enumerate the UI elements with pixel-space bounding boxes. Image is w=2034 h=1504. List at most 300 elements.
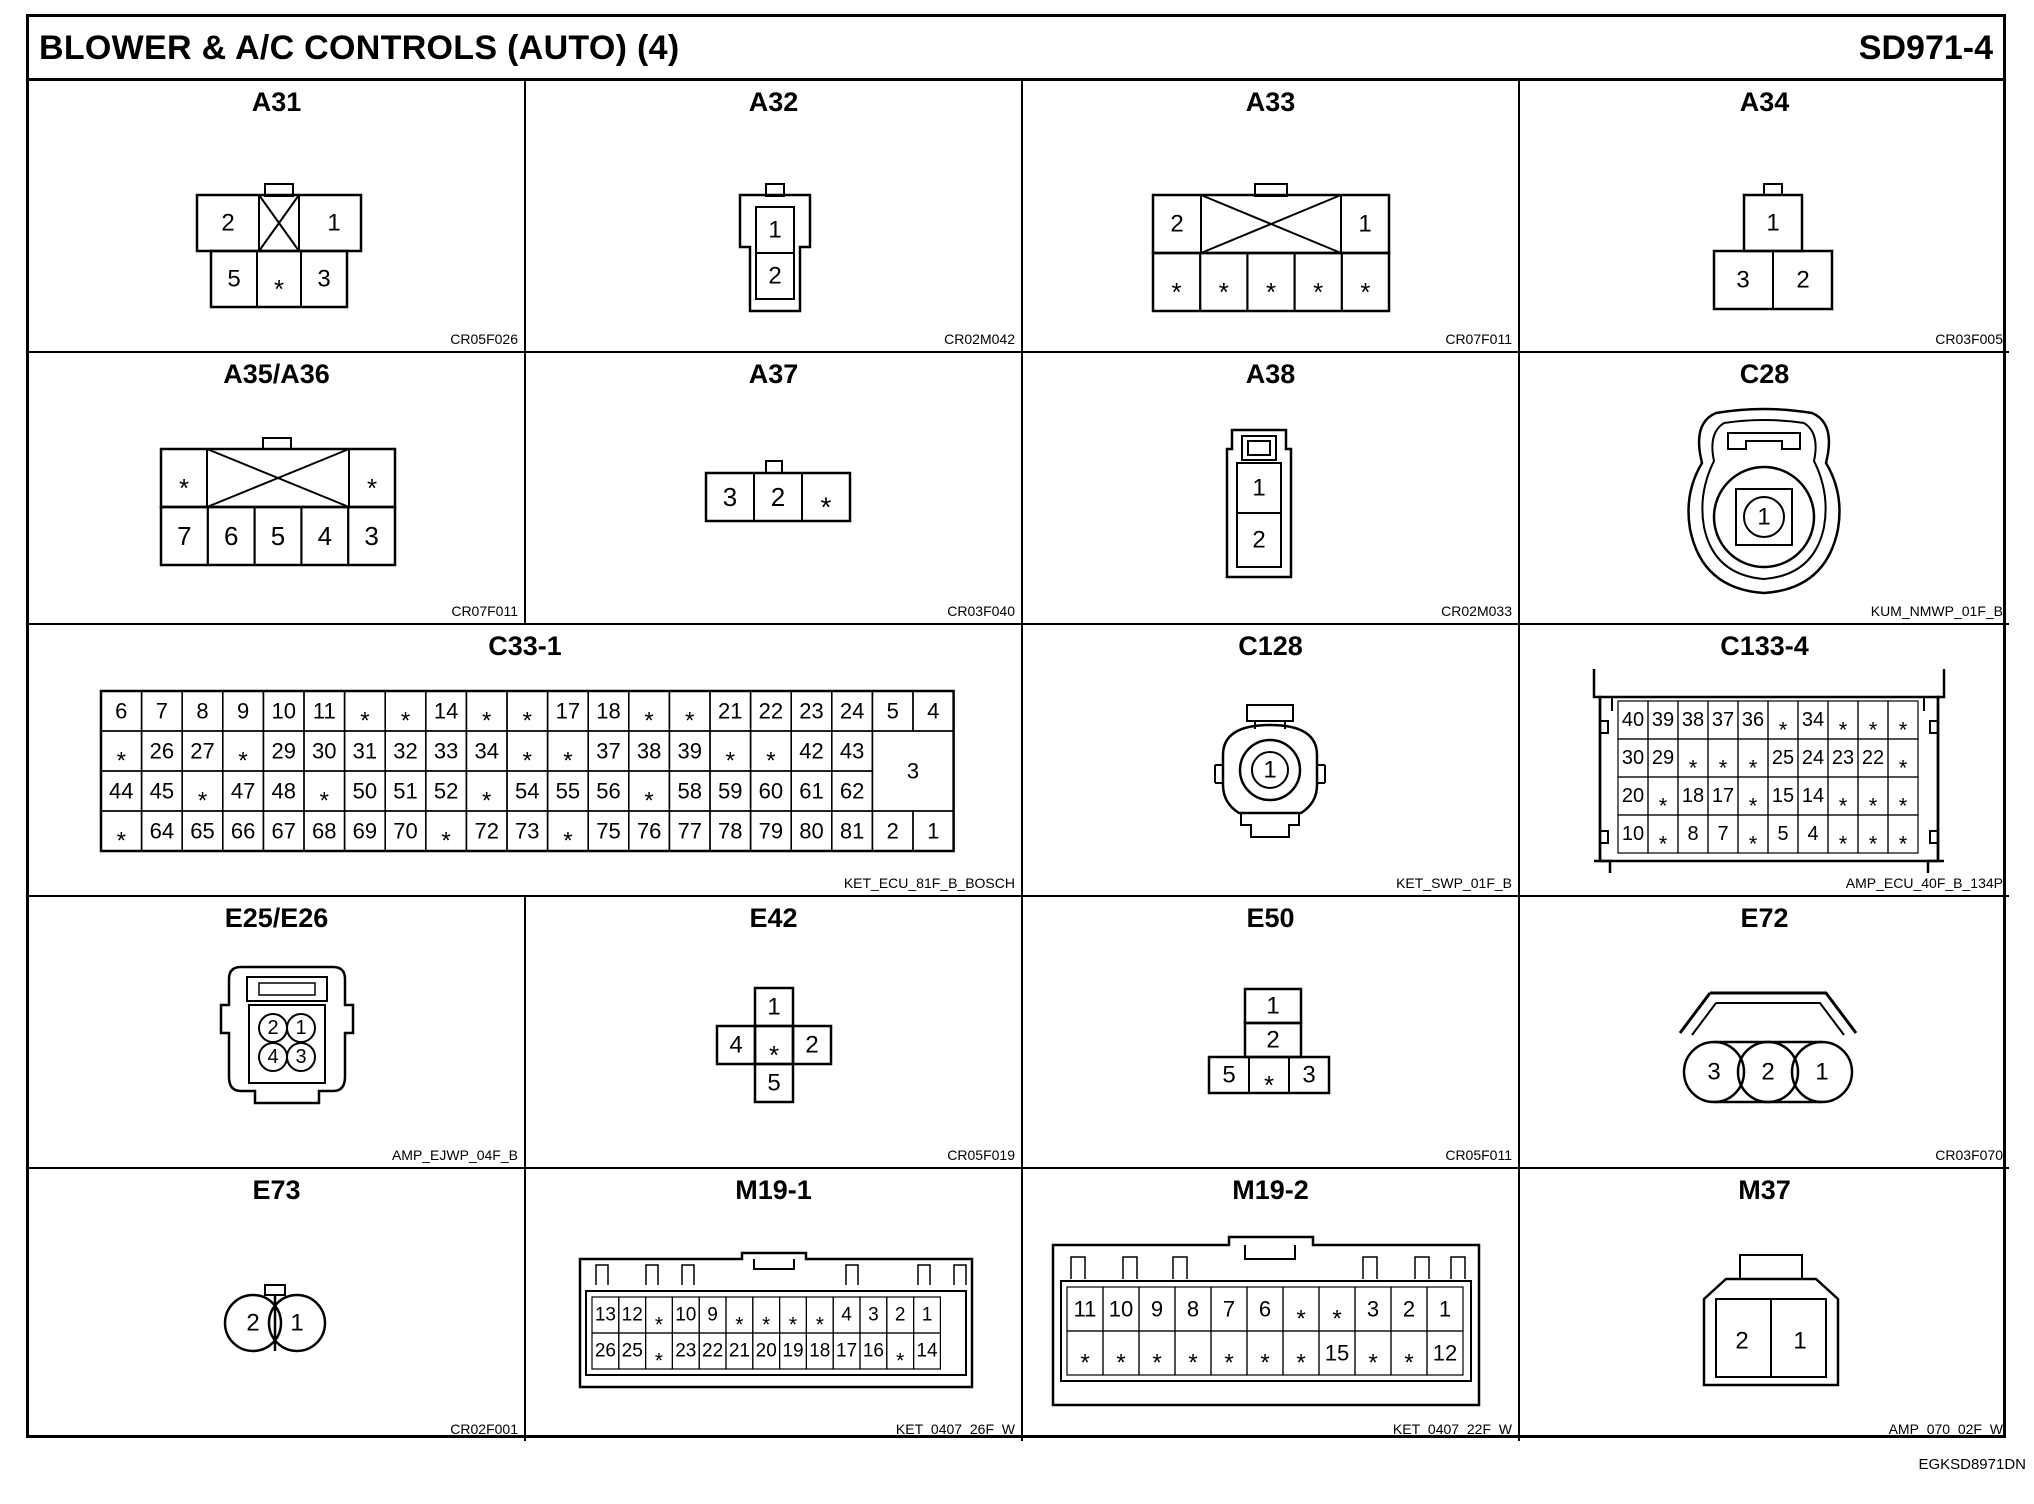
connector-outline — [265, 1285, 285, 1295]
connector-face — [1023, 897, 1520, 1169]
connector-code: KET_ECU_81F_B_BOSCH — [843, 875, 1015, 891]
footer-code: EGKSD8971DN — [1918, 1456, 2026, 1473]
pin-blank: * — [725, 747, 735, 775]
pin-number: 26 — [149, 738, 175, 764]
connector-outline — [1173, 1257, 1187, 1279]
connector-outline — [249, 1005, 325, 1083]
pin-blank: * — [1868, 717, 1878, 743]
pin-number: 11 — [1073, 1296, 1097, 1322]
pin-number: 7 — [177, 521, 192, 551]
pin-number: 26 — [594, 1340, 616, 1362]
connector-outline — [754, 1259, 794, 1269]
pin-blank: * — [197, 787, 208, 815]
pin-number: 8 — [196, 698, 209, 724]
pin-number: 32 — [393, 738, 418, 764]
pin-number: 18 — [1681, 785, 1705, 807]
pin-number: 58 — [677, 778, 702, 804]
pin-number: 60 — [758, 778, 784, 804]
pin-blank: * — [1898, 755, 1908, 781]
pin-number: 22 — [758, 698, 784, 724]
pin-blank: * — [1748, 755, 1758, 781]
connector-code: CR07F011 — [451, 603, 518, 619]
connector-outline — [1123, 1257, 1137, 1279]
pin-number: 34 — [474, 738, 499, 764]
pin-blank: * — [815, 1313, 824, 1337]
connector-cell-a34 — [1520, 81, 2009, 353]
pin-number: 10 — [675, 1304, 697, 1326]
pin-blank: * — [1404, 1349, 1414, 1377]
connector-code: KET_SWP_01F_B — [1396, 875, 1512, 891]
pin-number: 70 — [393, 818, 418, 844]
pin-blank: * — [522, 707, 532, 735]
connector-face — [1520, 353, 2009, 625]
connector-label: E72 — [1740, 903, 1789, 933]
pin-number: 23 — [1831, 747, 1855, 769]
pin-number: 16 — [862, 1340, 884, 1362]
connector-code: CR05F011 — [1445, 1147, 1512, 1163]
pin-number: 2 — [246, 1309, 260, 1337]
connector-label: A37 — [748, 359, 799, 389]
pin-blank: * — [1188, 1349, 1198, 1377]
pin-number: 79 — [758, 818, 784, 844]
pin-blank: * — [1868, 793, 1878, 819]
pin-number: 1 — [295, 1017, 307, 1039]
pin-number: 30 — [1621, 747, 1645, 769]
pin-number: 50 — [352, 778, 378, 804]
pin-number: 12 — [621, 1304, 643, 1326]
connector-outline — [1245, 1245, 1295, 1259]
connector-outline — [1764, 184, 1782, 195]
connector-code: CR02M042 — [944, 331, 1015, 347]
pin-number: 1 — [767, 993, 781, 1021]
connector-label: C133-4 — [1720, 631, 1809, 661]
pin-number: 80 — [799, 818, 824, 844]
pin-number: 36 — [1741, 709, 1765, 731]
pin-number: 62 — [839, 778, 865, 804]
pin-number: 5 — [1777, 823, 1789, 845]
connector-code: CR02M033 — [1441, 603, 1512, 619]
connector-face — [1023, 353, 1520, 625]
pin-number: 2 — [1761, 1058, 1775, 1086]
connector-cell-m19-2 — [1023, 1169, 1520, 1441]
connector-code: CR07F011 — [1445, 331, 1512, 347]
pin-number: 2 — [770, 482, 786, 512]
pin-number: 37 — [1711, 709, 1735, 731]
pin-number: 37 — [596, 738, 621, 764]
pin-number: 3 — [295, 1046, 307, 1068]
pin-number: 2 — [1735, 1327, 1749, 1355]
pin-blank: * — [238, 747, 248, 775]
pin-number: 17 — [836, 1340, 858, 1362]
pin-number: 73 — [515, 818, 540, 844]
pin-number: 3 — [722, 482, 738, 512]
pin-number: 3 — [1707, 1058, 1721, 1086]
pin-blank: * — [654, 1349, 664, 1373]
pin-number: 48 — [271, 778, 296, 804]
connector-cell-c28 — [1520, 353, 2009, 625]
pin-blank: * — [360, 707, 370, 735]
connector-outline — [1740, 1255, 1802, 1279]
connector-cell-c128 — [1023, 625, 1520, 897]
pin-number: 2 — [1266, 1026, 1280, 1054]
connector-label: A33 — [1245, 87, 1296, 117]
pin-number: 33 — [433, 738, 459, 764]
pin-blank: * — [319, 787, 329, 815]
pin-blank: * — [563, 827, 573, 855]
pin-number: 1 — [1358, 210, 1372, 238]
pin-number: 1 — [1252, 474, 1266, 502]
connector-face — [29, 353, 526, 625]
pin-number: 1 — [1766, 209, 1780, 237]
pin-number: 34 — [1801, 709, 1825, 731]
pin-blank: * — [644, 707, 654, 735]
pin-number: 12 — [1432, 1340, 1458, 1366]
pin-number: 3 — [868, 1304, 879, 1326]
pin-number: 39 — [1651, 709, 1675, 731]
pin-blank: * — [735, 1313, 744, 1337]
pin-number: 1 — [768, 216, 782, 244]
pin-number: 1 — [1815, 1058, 1829, 1086]
pin-number: 22 — [1861, 747, 1885, 769]
pin-number: 13 — [594, 1304, 616, 1326]
pin-blank: * — [1263, 1070, 1275, 1100]
pin-number: 75 — [596, 818, 621, 844]
pin-blank: * — [820, 491, 832, 523]
pin-number: 45 — [149, 778, 175, 804]
pin-number: 1 — [1438, 1296, 1452, 1322]
pin-blank: * — [1838, 717, 1848, 743]
pin-blank: * — [273, 274, 285, 304]
pin-number: 47 — [230, 778, 256, 804]
connector-face — [1023, 1169, 1520, 1441]
connector-code: AMP_070_02F_W — [1888, 1421, 2003, 1437]
connector-outline — [1247, 705, 1293, 721]
pin-blank: * — [1116, 1349, 1126, 1377]
pin-number: 6 — [115, 698, 128, 724]
connector-outline — [1415, 1257, 1429, 1279]
pin-number: 17 — [555, 698, 581, 724]
pin-number: 27 — [190, 738, 215, 764]
connector-outline — [766, 461, 782, 473]
page-code: SD971-4 — [1858, 29, 1993, 67]
connector-code: AMP_EJWP_04F_B — [391, 1147, 518, 1163]
pin-number: 9 — [707, 1304, 718, 1326]
pin-number: 3 — [364, 521, 379, 551]
connector-code: CR03F070 — [1935, 1147, 2003, 1163]
pin-number: 55 — [555, 778, 581, 804]
connector-outline — [1689, 409, 1840, 593]
pin-number: 6 — [223, 521, 239, 551]
connector-face — [526, 1169, 1023, 1441]
pin-number: 25 — [1771, 747, 1795, 769]
pin-number: 15 — [1771, 785, 1795, 807]
pin-number: 2 — [768, 262, 782, 290]
pin-number: 61 — [799, 778, 824, 804]
connector-face — [526, 897, 1023, 1169]
connector-label: E42 — [749, 903, 798, 933]
connector-cell-e42 — [526, 897, 1023, 1169]
pin-number: 30 — [312, 738, 337, 764]
pin-number: 65 — [190, 818, 215, 844]
pin-number: 2 — [1796, 266, 1810, 294]
pin-blank: * — [178, 473, 190, 503]
pin-number: 1 — [921, 1304, 933, 1326]
pin-number: 56 — [596, 778, 621, 804]
pin-blank: * — [1368, 1349, 1378, 1377]
pin-number: 10 — [1621, 823, 1645, 845]
pin-blank: * — [1748, 831, 1758, 857]
pin-blank: * — [482, 707, 492, 735]
pin-number: 81 — [839, 818, 865, 844]
pin-number: 4 — [317, 521, 333, 551]
connector-cell-a37 — [526, 353, 1023, 625]
pin-number: 14 — [1801, 785, 1825, 807]
connector-face — [1023, 625, 1520, 897]
pin-number: 15 — [1324, 1340, 1350, 1366]
connector-face — [1520, 625, 2009, 897]
pin-blank: * — [1296, 1349, 1306, 1377]
pin-number: 40 — [1621, 709, 1645, 731]
pin-number: 2 — [1402, 1296, 1416, 1322]
pin-number: 29 — [1651, 747, 1675, 769]
pin-number: 69 — [352, 818, 378, 844]
connector-outline — [1248, 441, 1270, 455]
pin-number: 14 — [916, 1340, 938, 1362]
connector-cell-e72 — [1520, 897, 2009, 1169]
pin-number: 3 — [1736, 266, 1750, 294]
pin-number: 24 — [1801, 747, 1825, 769]
pin-number: 5 — [767, 1069, 781, 1097]
pin-blank: * — [1332, 1305, 1342, 1333]
pin-number: 31 — [352, 738, 378, 764]
connector-outline — [954, 1265, 966, 1285]
pin-number: 2 — [267, 1017, 279, 1039]
connector-cell-a31 — [29, 81, 526, 353]
pin-number: 44 — [109, 778, 134, 804]
pin-blank: * — [1313, 277, 1324, 307]
pin-number: 43 — [839, 738, 865, 764]
pin-number: 21 — [718, 698, 743, 724]
pin-number: 3 — [1302, 1061, 1316, 1089]
connector-face — [29, 897, 526, 1169]
pin-number: 5 — [1222, 1061, 1236, 1089]
connector-label: A34 — [1739, 87, 1790, 117]
pin-blank: * — [116, 827, 126, 855]
pin-blank: * — [366, 473, 378, 503]
pin-blank: * — [762, 1313, 771, 1337]
pin-number: 1 — [290, 1309, 304, 1337]
connector-label: A35/A36 — [223, 359, 330, 389]
connector-code: KET_0407_26F_W — [895, 1421, 1015, 1437]
pin-number: 3 — [317, 265, 331, 293]
connector-face — [29, 625, 1023, 897]
pin-number: 5 — [270, 521, 286, 551]
pin-number: 2 — [1252, 526, 1266, 554]
pin-number: 2 — [894, 1304, 906, 1326]
connector-label: E73 — [252, 1175, 301, 1205]
pin-number: 25 — [621, 1340, 643, 1362]
page-title: BLOWER & A/C CONTROLS (AUTO) (4) — [39, 29, 680, 67]
pin-blank: * — [1778, 717, 1788, 743]
pin-blank: * — [1748, 793, 1758, 819]
pin-blank: * — [766, 747, 776, 775]
pin-number: 1 — [327, 209, 341, 237]
connector-cell-a35-a36 — [29, 353, 526, 625]
connector-code: CR05F019 — [947, 1147, 1015, 1163]
pin-number: 51 — [393, 778, 418, 804]
connector-cell-m37 — [1520, 1169, 2009, 1441]
connector-cell-m19-1 — [526, 1169, 1023, 1441]
pin-number: 38 — [1681, 709, 1705, 731]
pin-blank: * — [1296, 1305, 1306, 1333]
pin-number: 1 — [1266, 992, 1280, 1020]
pin-number: 17 — [1711, 785, 1735, 807]
pin-blank: * — [1838, 831, 1848, 857]
connector-face — [1520, 81, 2009, 353]
connector-label: E50 — [1246, 903, 1295, 933]
pin-number: 3 — [906, 758, 920, 784]
connector-cell-c33-1 — [29, 625, 1023, 897]
pin-number: 64 — [149, 818, 175, 844]
pin-number: 20 — [1621, 785, 1645, 807]
connector-outline — [846, 1265, 858, 1285]
connector-outline — [1600, 697, 1938, 861]
connector-code: AMP_ECU_40F_B_134P — [1845, 875, 2003, 891]
connector-outline — [918, 1265, 930, 1285]
pin-number: 67 — [271, 818, 296, 844]
pin-number: 1 — [927, 818, 940, 844]
pin-number: 4 — [841, 1304, 852, 1326]
pin-number: 9 — [236, 698, 250, 724]
connector-cell-e50 — [1023, 897, 1520, 1169]
connector-face — [526, 353, 1023, 625]
pin-number: 5 — [886, 698, 899, 724]
pin-blank: * — [654, 1313, 664, 1337]
connector-cell-e73 — [29, 1169, 526, 1441]
connector-label: C33-1 — [488, 631, 562, 661]
pin-number: 10 — [271, 698, 296, 724]
pin-blank: * — [1688, 755, 1698, 781]
connector-cell-a32 — [526, 81, 1023, 353]
connector-code: KET_0407_22F_W — [1392, 1421, 1512, 1437]
pin-number: 66 — [230, 818, 256, 844]
connector-code: KUM_NMWP_01F_B — [1870, 603, 2003, 619]
pin-blank: * — [1265, 277, 1277, 307]
pin-number: 4 — [1807, 823, 1819, 845]
connector-code: CR03F005 — [1935, 331, 2003, 347]
pin-blank: * — [1260, 1349, 1270, 1377]
pin-number: 18 — [809, 1340, 831, 1362]
pin-number: 29 — [271, 738, 296, 764]
pin-blank: * — [482, 787, 492, 815]
connector-outline — [646, 1265, 658, 1285]
pin-number: 59 — [718, 778, 743, 804]
pin-blank: * — [441, 827, 451, 855]
pin-number: 68 — [312, 818, 337, 844]
pin-number: 2 — [1170, 210, 1184, 238]
pin-number: 21 — [728, 1340, 750, 1362]
pin-blank: * — [644, 787, 654, 815]
pin-number: 19 — [782, 1340, 804, 1362]
connector-label: A32 — [748, 87, 799, 117]
connector-cell-a33 — [1023, 81, 1520, 353]
pin-blank: * — [1658, 831, 1668, 857]
connector-face — [1520, 897, 2009, 1169]
connector-outline — [596, 1265, 608, 1285]
pin-number: 7 — [1222, 1296, 1236, 1322]
connector-outline — [1363, 1257, 1377, 1279]
pin-number: 76 — [636, 818, 662, 844]
pin-number: 78 — [718, 818, 743, 844]
connector-face — [1520, 1169, 2009, 1441]
pin-blank: * — [1868, 831, 1878, 857]
pin-number: 23 — [675, 1340, 697, 1362]
connector-outline — [259, 983, 315, 995]
pin-number: 4 — [267, 1046, 279, 1068]
connector-code: CR03F040 — [947, 603, 1015, 619]
connector-label: A31 — [251, 87, 302, 117]
pin-number: 7 — [155, 698, 169, 724]
pin-number: 2 — [805, 1031, 819, 1059]
connector-outline — [263, 438, 291, 449]
connector-cell-e25-e26 — [29, 897, 526, 1169]
pin-number: 24 — [839, 698, 865, 724]
connector-face — [1023, 81, 1520, 353]
connector-cell-c133-4 — [1520, 625, 2009, 897]
connector-cell-a38 — [1023, 353, 1520, 625]
pin-number: 77 — [677, 818, 702, 844]
pin-number: 6 — [1258, 1296, 1272, 1322]
pin-blank: * — [1224, 1349, 1234, 1377]
connector-outline — [1071, 1257, 1085, 1279]
pin-blank: * — [1898, 793, 1908, 819]
pin-blank: * — [563, 747, 573, 775]
pin-number: 7 — [1717, 823, 1729, 845]
connector-label: A38 — [1245, 359, 1296, 389]
pin-blank: * — [400, 707, 411, 735]
pin-blank: * — [896, 1349, 905, 1373]
connector-code: CR05F026 — [450, 331, 518, 347]
pin-number: 5 — [227, 265, 241, 293]
pin-blank: * — [1718, 755, 1728, 781]
pin-number: 2 — [221, 209, 235, 237]
header — [29, 17, 2003, 81]
connector-label: C28 — [1739, 359, 1790, 389]
connector-outline — [1692, 1003, 1844, 1035]
connector-label: M19-1 — [735, 1175, 812, 1205]
pin-blank: * — [1360, 277, 1371, 307]
pin-blank: * — [1152, 1349, 1162, 1377]
pin-number: 38 — [636, 738, 662, 764]
connector-code: CR02F001 — [450, 1421, 518, 1437]
pin-number: 14 — [433, 698, 459, 724]
pin-number: 10 — [1108, 1296, 1134, 1322]
pin-number: 1 — [1263, 756, 1277, 784]
pin-number: 23 — [799, 698, 824, 724]
connector-label: M37 — [1738, 1175, 1791, 1205]
pin-number: 1 — [1757, 503, 1771, 531]
pin-number: 4 — [927, 698, 940, 724]
connector-outline — [1241, 813, 1299, 837]
pin-number: 11 — [312, 698, 336, 724]
pin-number: 42 — [799, 738, 824, 764]
pin-number: 3 — [1366, 1296, 1380, 1322]
pin-blank: * — [1218, 277, 1229, 307]
connector-face — [29, 81, 526, 353]
connector-label: M19-2 — [1232, 1175, 1309, 1205]
pin-blank: * — [685, 707, 695, 735]
pin-number: 2 — [886, 818, 899, 844]
